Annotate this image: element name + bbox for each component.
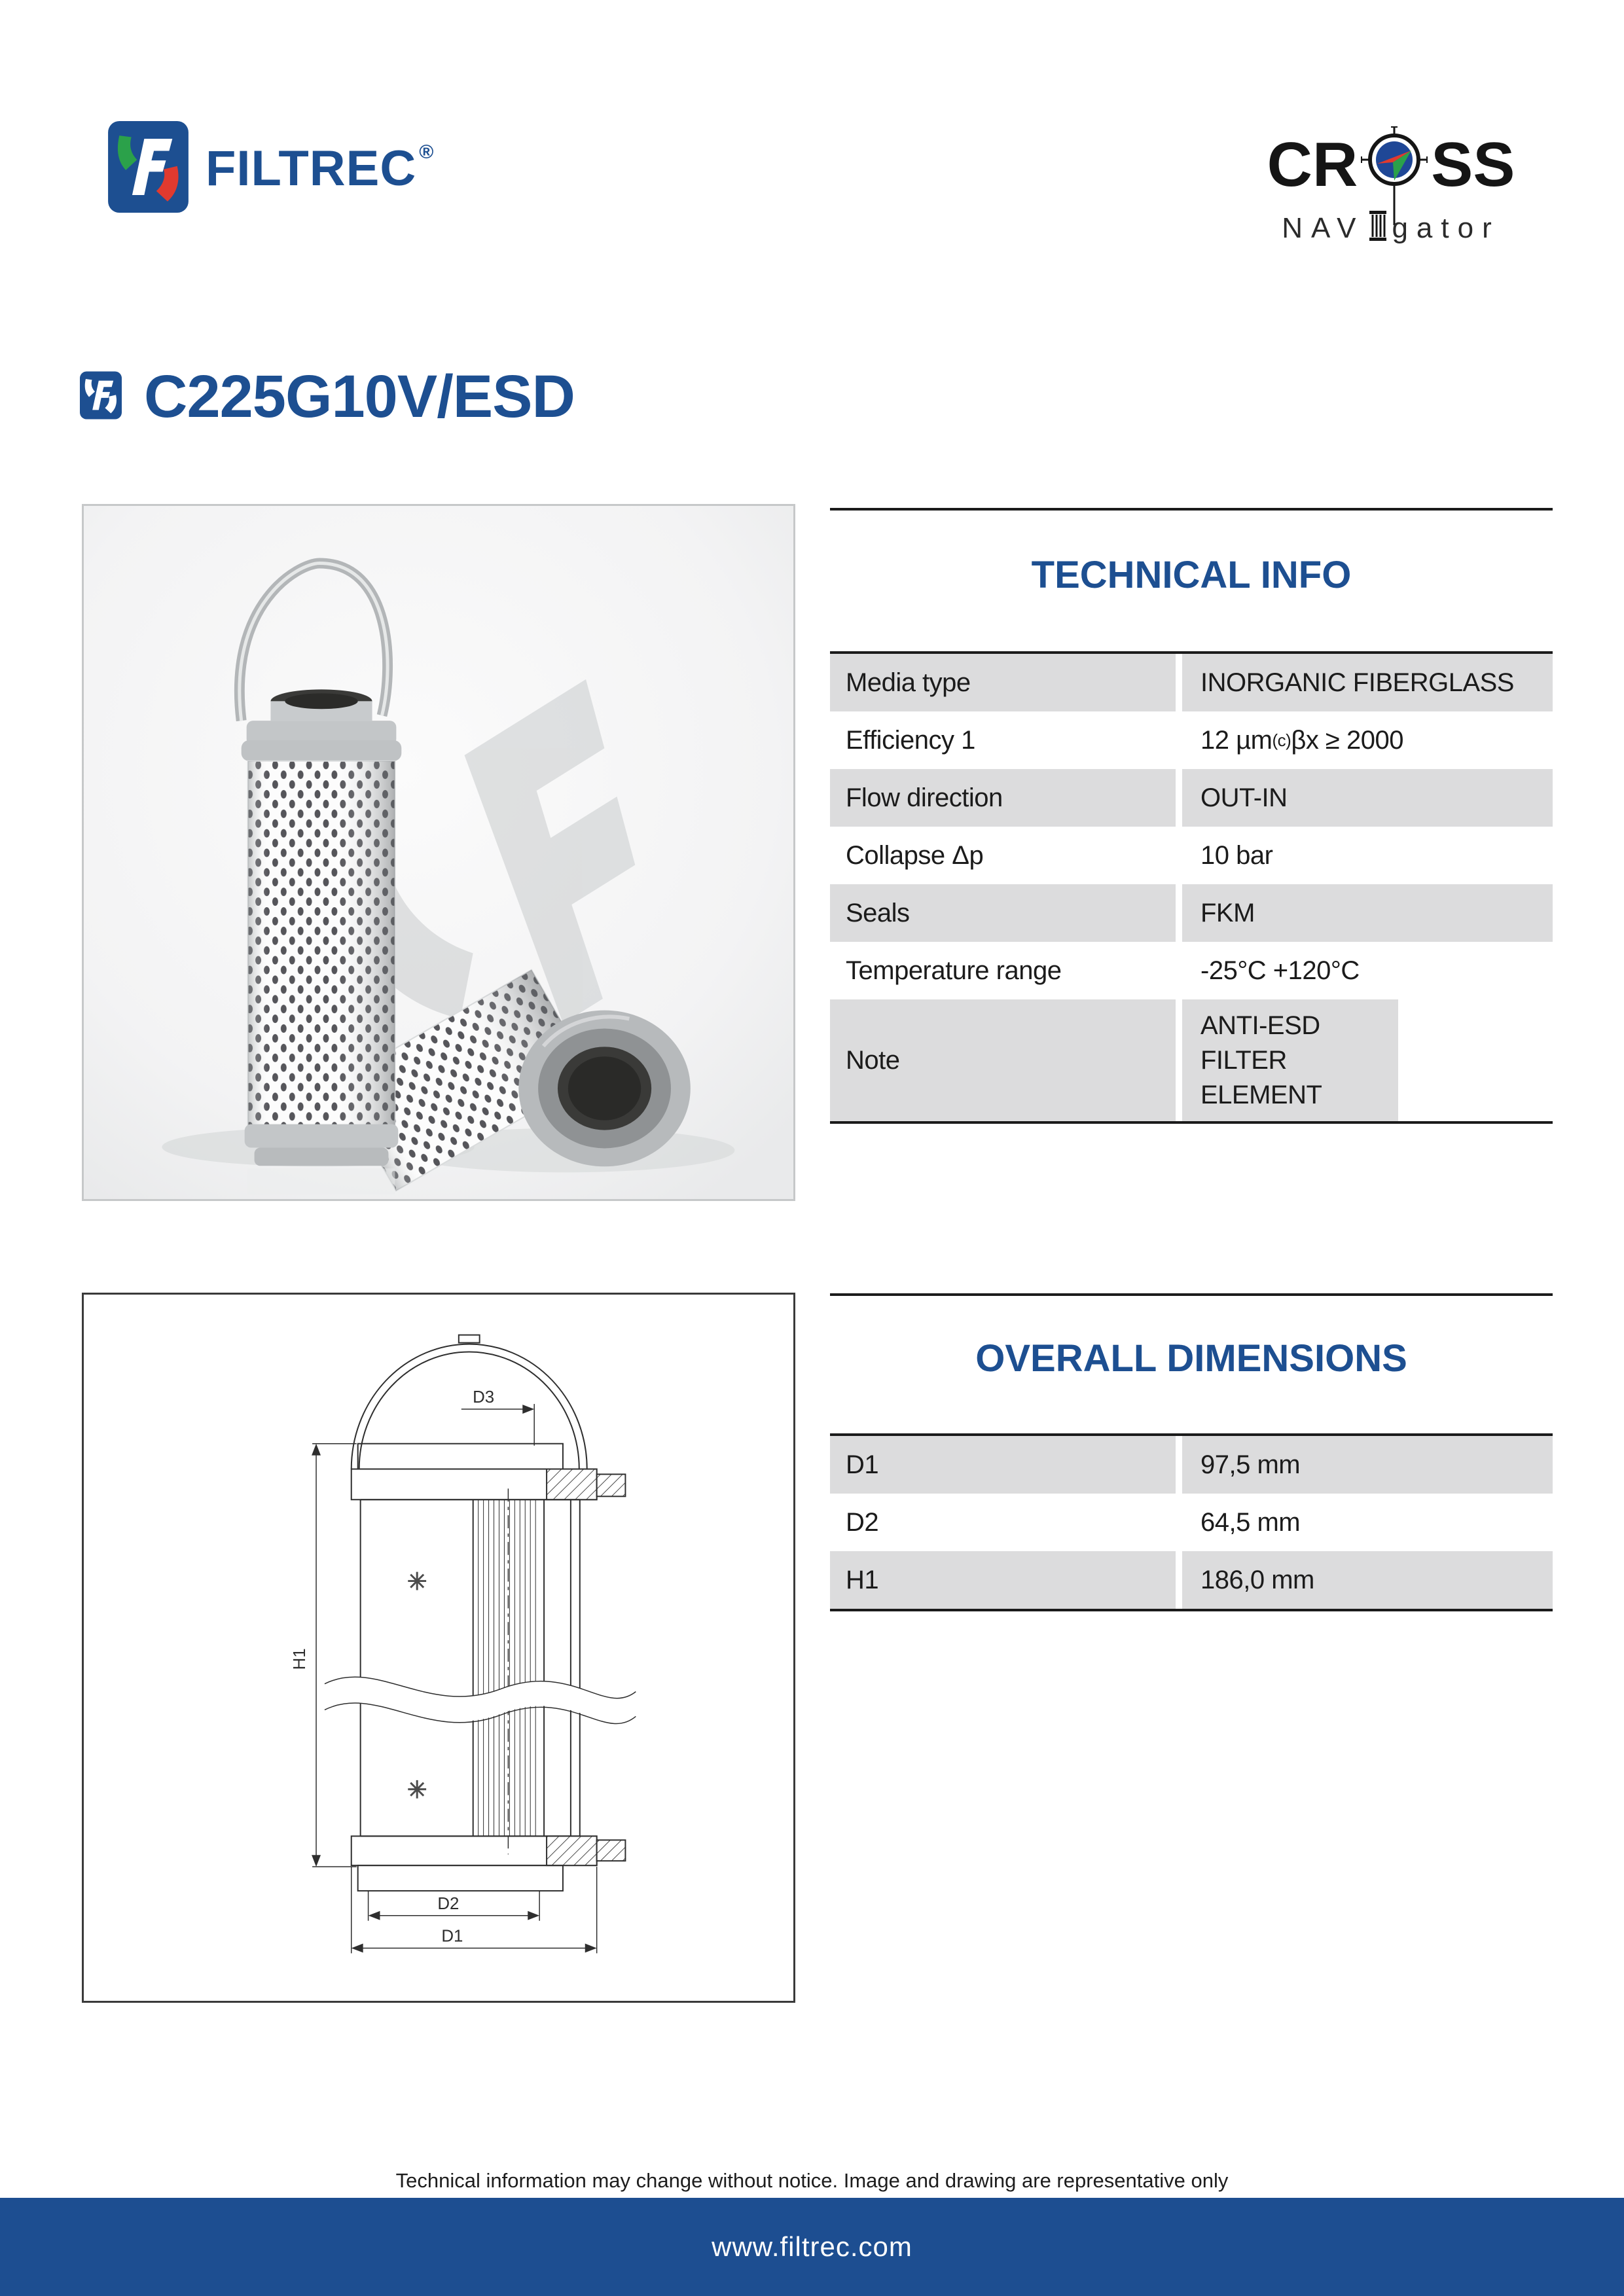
technical-drawing	[82, 1293, 795, 2003]
website-link[interactable]: www.filtrec.com	[712, 2231, 912, 2262]
row-value: INORGANIC FIBERGLASS	[1182, 654, 1553, 711]
cross-text-gator: gator	[1392, 212, 1500, 244]
drawing-label-d3: D3	[473, 1388, 495, 1407]
table-row	[830, 1494, 1553, 1551]
product-code: C225G10V/ESD	[144, 363, 575, 430]
row-value: 12 µm (c) βx ≥ 2000	[1182, 711, 1553, 769]
cross-text-cr: CR	[1267, 130, 1358, 200]
cross-text-nav: NAV	[1282, 212, 1365, 244]
efficiency-beta: βx ≥ 2000	[1291, 725, 1403, 755]
disclaimer-text: Technical information may change without notice. Image and drawing are representative only	[395, 2169, 1229, 2192]
table-row	[830, 654, 1553, 711]
product-icon	[80, 367, 122, 427]
row-value: 97,5 mm	[1182, 1436, 1553, 1494]
cross-text-ss: SS	[1431, 130, 1515, 200]
filtrec-logo	[108, 121, 434, 216]
row-label: Temperature range	[830, 942, 1176, 999]
divider-line-bottom	[830, 1293, 1553, 1296]
row-value: ANTI-ESD FILTER ELEMENT	[1182, 999, 1398, 1121]
column-icon	[1368, 211, 1388, 246]
table-row	[830, 884, 1553, 942]
table-row	[830, 999, 1553, 1121]
row-label: D2	[830, 1494, 1176, 1551]
table-row	[830, 827, 1553, 884]
drawing-label-d2: D2	[437, 1894, 460, 1913]
table-row	[830, 711, 1553, 769]
table-row	[830, 942, 1553, 999]
row-value: FKM	[1182, 884, 1553, 942]
filtrec-wordmark: FILTREC	[206, 140, 417, 196]
row-label: Seals	[830, 884, 1176, 942]
overall-dimensions-title: OVERALL DIMENSIONS	[975, 1337, 1407, 1380]
row-value: -25°C +120°C	[1182, 942, 1553, 999]
drawing-label-d1: D1	[441, 1927, 463, 1946]
table-row	[830, 1436, 1553, 1494]
row-label: D1	[830, 1436, 1176, 1494]
table-border-bottom	[830, 1609, 1553, 1611]
table-border-bottom	[830, 1121, 1553, 1124]
registered-mark: ®	[419, 141, 434, 164]
row-value: 186,0 mm	[1182, 1551, 1553, 1609]
row-value: OUT-IN	[1182, 769, 1553, 827]
product-photo	[82, 504, 795, 1201]
row-label: H1	[830, 1551, 1176, 1609]
cross-navigator-logo	[1254, 126, 1528, 246]
row-value: 10 bar	[1182, 827, 1553, 884]
table-row	[830, 769, 1553, 827]
dimensions-table	[830, 1433, 1553, 1611]
row-label: Collapse Δp	[830, 827, 1176, 884]
drawing-label-h1: H1	[291, 1648, 310, 1670]
row-label: Efficiency 1	[830, 711, 1176, 769]
footer-bar	[0, 2198, 1624, 2296]
row-label: Media type	[830, 654, 1176, 711]
technical-info-title: TECHNICAL INFO	[1031, 554, 1352, 596]
row-value: 64,5 mm	[1182, 1494, 1553, 1551]
table-row	[830, 1551, 1553, 1609]
compass-icon	[1360, 126, 1428, 204]
technical-info-table	[830, 651, 1553, 1124]
filtrec-logo-mark-icon	[108, 121, 189, 216]
row-label: Note	[830, 999, 1176, 1121]
product-title-row	[80, 363, 575, 430]
efficiency-value: 12 µm	[1200, 725, 1272, 755]
divider-line-top	[830, 508, 1553, 511]
row-label: Flow direction	[830, 769, 1176, 827]
